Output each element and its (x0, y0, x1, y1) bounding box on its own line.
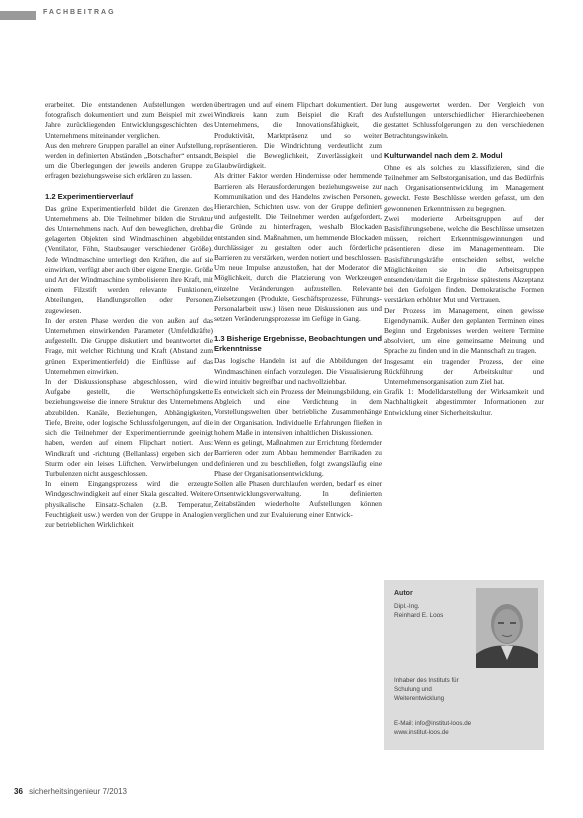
section-heading: Kulturwandel nach dem 2. Modul (384, 150, 503, 160)
paragraph: In einem Eingangsprozess wird die erzeugte Windgeschwindigkeit auf einer Skala gescalted. Weitere physikalische Einsatz-Schalen (z.B. Temperatur, Feuchtigkeit usw.) werden von der Gruppe in Analogien zur betrieblichen Wirklichkeit (45, 479, 213, 529)
paragraph: Als dritter Faktor werden Hindernisse oder hemmende Barrieren als Herausforderungen beziehungsweise zur Kommunikation und des Handelns zwischen Personen, Hierarchien, Schichten usw. von der Gruppe definiert und aufgestellt. Die Teilnehmer werden aufgefordert, die Gründe zu hinterfragen, weshalb Blockaden entstanden sind. Maßnahmen, um hemmende Blockaden durchlässiger zu gestalten oder auch förderliche Barrieren zu verstärken, werden notiert und beschlossen. (214, 171, 382, 263)
author-box (384, 580, 544, 750)
paragraph: In der Diskussionsphase abgeschlossen, wird die Aufgabe gestellt, die Wertschöpfungskette beziehungsweise die innere Struktur des Unternehmens abzubilden. Kanäle, Beziehungen, Abhängigkeiten, Tiefe, Breite, oder logische Schlussfolgerungen, auf die sich die Teilnehmer der Experimentierrunde geeinigt haben, werden auf einem Flipchart notiert. Aus: Windkraft und -richtung (Bellanlass) ergeben sich der Sturm oder ein leises Lüftchen. Verwirbelungen und Turbulenzen nicht ausgeschlossen. (45, 377, 213, 478)
section-label: FACHBEITRAG (43, 9, 116, 16)
column-3 (384, 100, 544, 418)
author-website[interactable]: www.institut-loos.de (394, 729, 449, 736)
portrait-image (476, 588, 538, 668)
column-1 (45, 100, 213, 530)
section-heading: 1.3 Bisherige Ergebnisse, Beobachtungen und Erkenntnisse (214, 334, 382, 354)
paragraph: lung ausgewertet werden. Der Vergleich von Aufstellungen unterschiedlicher Hierarchieebenen gestattet Schlussfolgerungen zu den verschiedenen Betrachtungswinkeln. (384, 100, 544, 140)
page-number: 36 (14, 787, 23, 796)
author-contact (394, 719, 539, 737)
column-2 (214, 100, 382, 520)
author-email[interactable]: E-Mail: info@institut-loos.de (394, 720, 472, 727)
figure-caption: Grafik 1: Modelldarstellung der Wirksamkeit und Nachhaltigkeit abgestimmter Informationen zur Entwicklung einer Sicherheitskultur. (384, 387, 544, 417)
publication-name: sicherheitsingenieur 7/2013 (29, 787, 127, 796)
paragraph: In der ersten Phase werden die von außen auf das Unternehmen einwirkenden Parameter (Umfeldkräfte) aufgestellt. Die Gruppe diskutiert und beantwortet die Frage, mit welcher Richtung und Kraft (Abstand zum grünen Experimentierfeld) die Einflüsse auf das Unternehmen einwirken. (45, 315, 213, 376)
paragraph: Der Prozess im Management, einen gewisse Eigendynamik. Außer den geplanten Terminen eines Beginn und Ergebnisses werden weitere Termine absolviert, um eine gemeinsame Meinung und Sprache zu finden und in die Mannschaft zu tragen. (384, 305, 544, 356)
paragraph: Ohne es als solches zu klassifizieren, sind die Teilnehmer am Selbstorganisation, und das Bedürfnis nach Organisationsentwicklung im Management geweckt. Feste Beschlüsse werden gefasst, um den gewonnenen Erkenntnissen zu begegnen. (384, 162, 544, 213)
paragraph: Insgesamt ein tragender Prozess, der eine Rückführung der Arbeitskultur und Unternehmensorganisation zum Ziel hat. (384, 356, 544, 387)
header-accent-bar (0, 11, 36, 20)
paragraph: Das logische Handeln ist auf die Abbildungen der Windmaschinen einfach vorzulegen. Die Visualisierung wird intuitiv begreifbar und nachvollziehbar. (214, 356, 382, 386)
paragraph: Das grüne Experimentierfeld bildet die Grenzen des Unternehmens ab. Die Teilnehmer bilden die Struktur des Unternehmens nach. Auf den beweglichen, drehbar gelagerten Objekten sind Windmaschinen abgebildet (Ventilator, Föhn, Staubsauger verschiedener Größe). Jede Windmaschine unterliegt den Kräften, die auf sie einwirken, verfügt aber auch über eigene Energie. Größe und Art der Windmaschine symbolisieren ihre Kraft, mit einem Filzstift werden relevante Funktionen, Abteilungen, Handlungsrollen oder Personen zugewiesen. (45, 203, 213, 315)
running-header (0, 0, 583, 26)
paragraph: Zwei moderierte Arbeitsgruppen auf der Basisführungsebene, welche die Beschlüsse umsetzen müssen, reichert Erkenntnisgewinnungen und präsentieren diese im Managementteam. Die Basisführungskräfte entscheiden selbst, welche Möglichkeiten sie in die Arbeitsgruppen entsenden/damit die Ergebnisse spätestens Akzeptanz bei den Gefolgen finden. Demokratische Formen verstärken erhöhter Mut und Vertrauen. (384, 213, 544, 305)
author-description: Inhaber des Instituts für Schulung und Weiterentwicklung (394, 677, 459, 702)
section-heading: 1.2 Experimentierverlauf (45, 191, 134, 201)
paragraph: erarbeitet. Die entstandenen Aufstellungen werden fotografisch dokumentiert und zum Beispiel mit zwei Jahre zurückliegenden Entwicklungsgeschichten des Unternehmens miteinander verglichen. (45, 100, 213, 140)
paragraph: Sollen alle Phasen durchlaufen werden, bedarf es einer Ortsentwicklungsverwaltung. In definierten Zeitabständen wiederholte Aufstellungen können verglichen und zur Evaluierung einer Entwick- (214, 478, 382, 519)
paragraph: Aus den mehrere Gruppen parallel an einer Aufstellung, werden in definierten Abständen „Botschafter“ entsandt, um die Überlegungen der jeweils anderen Gruppe zu erfragen beziehungsweise sich erklären zu lassen. (45, 140, 213, 181)
author-fullname: Reinhard E. Loos (394, 612, 444, 619)
author-name (394, 602, 464, 620)
paragraph: Es entwickelt sich ein Prozess der Meinungsbildung, ein Abgleich und eine Verdichtung in dem Vorstellungswelten über betriebliche Zusammenhänge in der Organisation. Individuelle Erfahrungen fließen in hohem Maße in intensiven inhaltlichen Diskussionen. (214, 387, 382, 437)
page-footer (14, 787, 127, 796)
paragraph: Um neue Impulse anzustoßen, hat der Moderator die Möglichkeit, durch die Platzierung von Werkzeugen einzelne Veränderungen aufzustellen. Relevante Zielsetzungen (Produkte, Geschäftsprozesse, Führungs-Personalarbeit usw.) lösen neue Diskussionen aus und setzen Veränderungsprozesse im Gefüge in Gang. (214, 263, 382, 324)
paragraph: Wenn es gelingt, Maßnahmen zur Errichtung fördernder Barrieren oder zum Abbau hemmender Barrikaden zu definieren und zu beschließen, folgt zwangsläufig eine Phase der Organisationsentwicklung. (214, 438, 382, 478)
author-photo (476, 588, 538, 668)
author-title: Dipl.-Ing. (394, 603, 420, 610)
author-label: Autor (394, 590, 413, 597)
paragraph: übertragen und auf einem Flipchart dokumentiert. Der Windkreis kann zum Beispiel die Kraft des Unternehmens, die Innovationsfähigkeit, die Produktivität, Marktpräsenz und so weiter repräsentieren. Die Windrichtung verdeutlicht zum Beispiel die Beweglichkeit, Zuverlässigkeit und Glaubwürdigkeit. (214, 100, 382, 171)
